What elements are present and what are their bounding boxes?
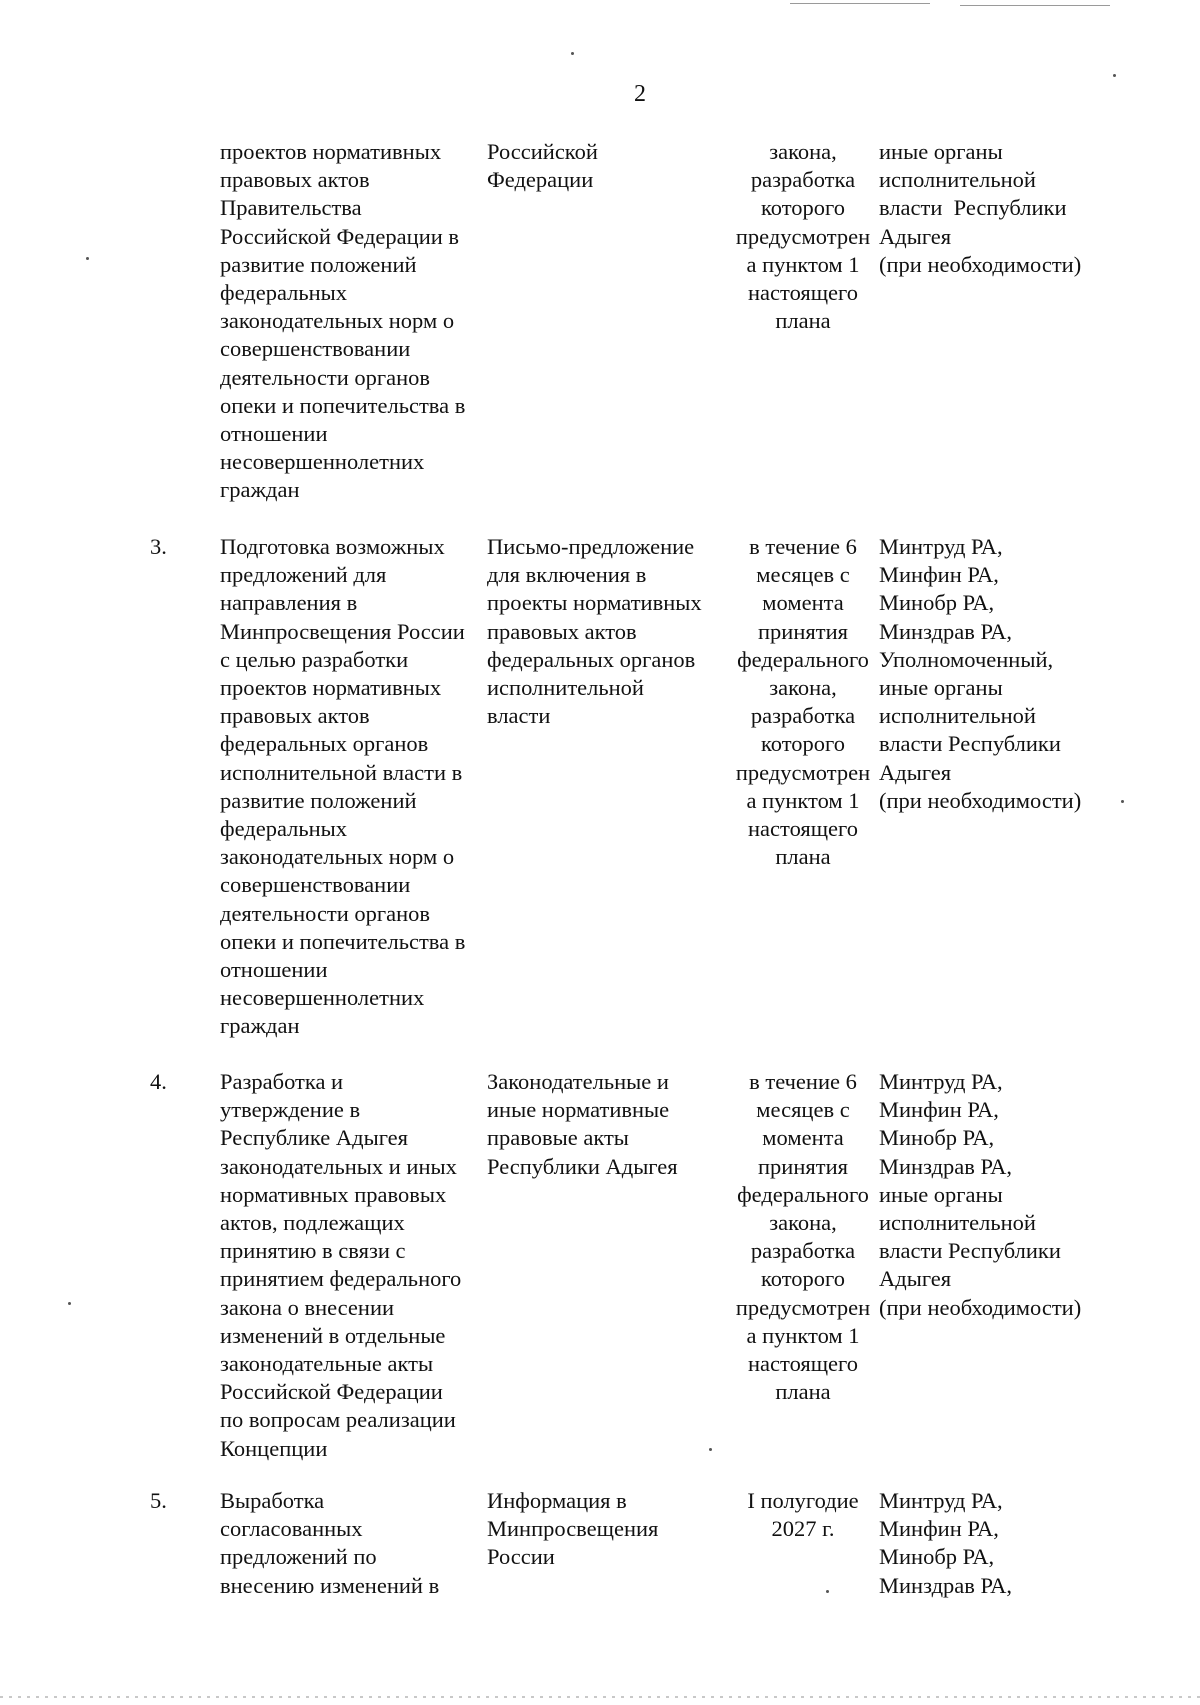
action-cell: Подготовка возможных предложений для направления в Минпросвещения России с целью разработки проектов нормативных правовых актов федеральных органов исполнительной власти в развитие положений федеральных законодательных норм о совершенствовании деятельности органов опеки и попечительства в отношении несовершеннолетних граждан: [220, 534, 466, 1039]
action-cell: проектов нормативных правовых актов Правительства Российской Федерации в развитие положений федеральных законодательных норм о совершенствовании деятельности органов опеки и попечительства в отношении несовершеннолетних граждан: [220, 139, 466, 503]
deadline-cell: закона, разработка которого предусмотрен а пунктом 1 настоящего плана: [735, 139, 871, 334]
row-number: 3.: [150, 534, 167, 559]
completion-form-cell: Законодательные и иные нормативные правовые акты Республики Адыгея: [487, 1069, 678, 1179]
scan-artifact-speck: [1113, 74, 1116, 77]
page-number: 2: [634, 81, 646, 107]
executors-cell: иные органы исполнительной власти Республики Адыгея (при необходимости): [879, 139, 1082, 277]
scan-artifact-speck: [826, 1590, 829, 1593]
row-number: 5.: [150, 1488, 167, 1513]
scan-artifact-speck: [571, 52, 574, 55]
scan-artifact-speck: [1121, 800, 1124, 803]
deadline-cell: в течение 6 месяцев с момента принятия федерального закона, разработка которого предусмотрен а пунктом 1 настоящего плана: [735, 534, 871, 870]
executors-cell: Минтруд РА, Минфин РА, Минобр РА, Минздрав РА,: [879, 1488, 1013, 1598]
deadline-cell: I полугодие 2027 г.: [747, 1488, 859, 1542]
scan-artifact-speck: [709, 1448, 712, 1451]
executors-cell: Минтруд РА, Минфин РА, Минобр РА, Минздрав РА, Уполномоченный, иные органы исполнительной власти Республики Адыгея (при необходимости): [879, 534, 1082, 813]
completion-form-cell: Российской Федерации: [487, 139, 598, 193]
executors-cell: Минтруд РА, Минфин РА, Минобр РА, Минздрав РА, иные органы исполнительной власти Республики Адыгея (при необходимости): [879, 1069, 1082, 1320]
scan-artifact-speck: [86, 257, 89, 260]
scan-artifact-top-line: [960, 5, 1110, 6]
completion-form-cell: Информация в Минпросвещения России: [487, 1488, 659, 1570]
scan-artifact-speck: [68, 1302, 71, 1305]
scan-artifact-top-line: [790, 3, 930, 4]
deadline-cell: в течение 6 месяцев с момента принятия федерального закона, разработка которого предусмотрен а пунктом 1 настоящего плана: [735, 1069, 871, 1405]
action-cell: Выработка согласованных предложений по внесению изменений в: [220, 1488, 440, 1598]
row-number: 4.: [150, 1069, 167, 1094]
completion-form-cell: Письмо-предложение для включения в проекты нормативных правовых актов федеральных органов исполнительной власти: [487, 534, 702, 729]
scan-artifact-bottom-edge: [0, 1696, 1200, 1698]
action-cell: Разработка и утверждение в Республике Адыгея законодательных и иных нормативных правовых актов, подлежащих принятию в связи с принятием федерального закона о внесении изменений в отдельные законодательные акты Российской Федерации по вопросам реализации Концепции: [220, 1069, 462, 1461]
